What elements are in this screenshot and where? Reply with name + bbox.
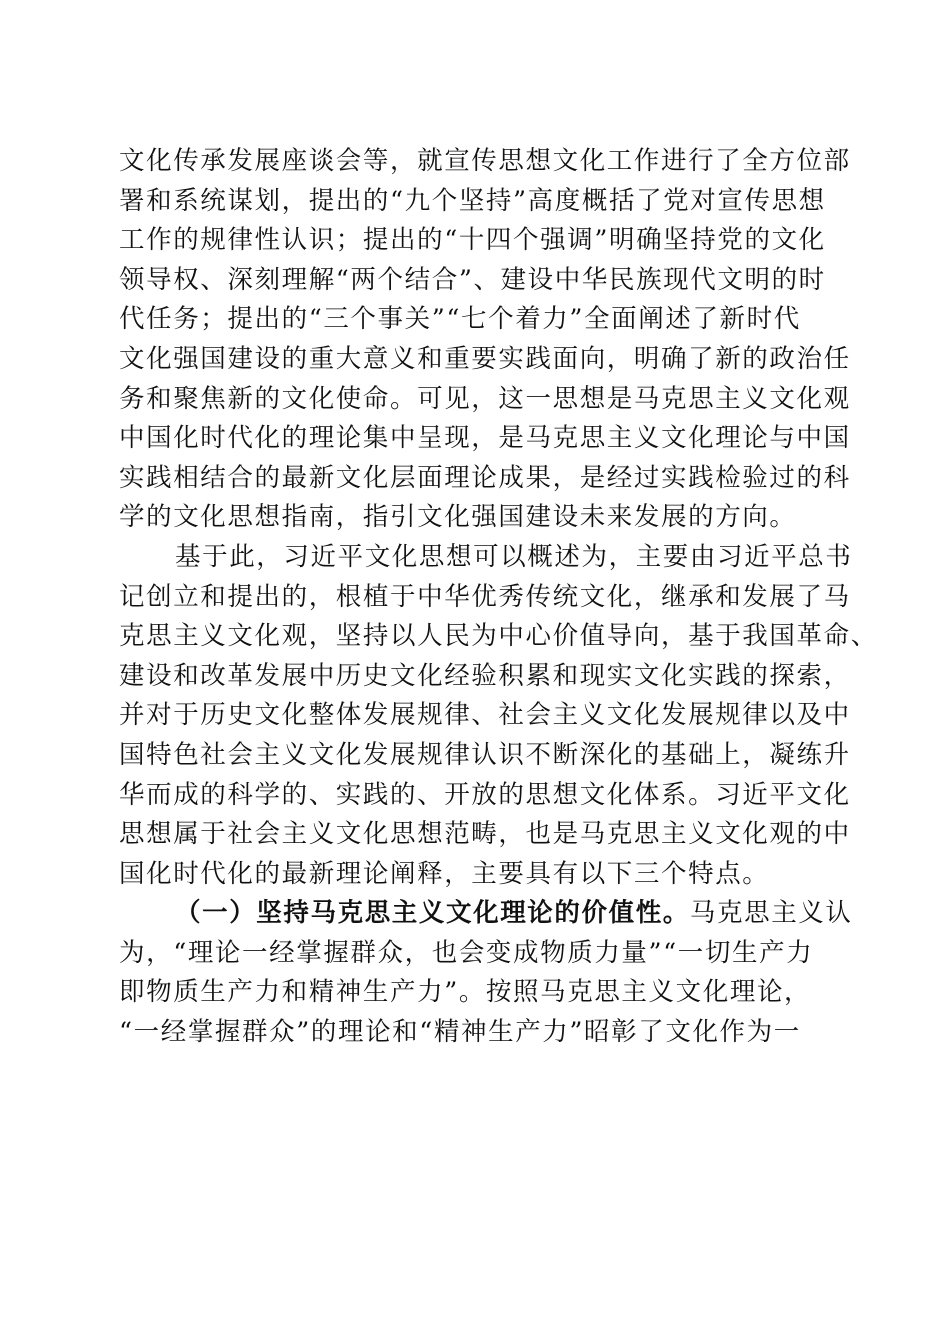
text-line: 为，“理论一经掌握群众，也会变成物质力量”“一切生产力	[119, 937, 814, 968]
text-line: 文化传承发展座谈会等，就宣传思想文化工作进行了全方位部	[119, 146, 851, 176]
text-run: 马克思主义认	[689, 898, 853, 929]
text-line	[119, 894, 853, 934]
text-line: 即物质生产力和精神生产力”。按照马克思主义文化理论，	[119, 977, 812, 1008]
section-heading: （一）坚持马克思主义文化理论的价值性。	[175, 898, 690, 929]
text-line: 文化强国建设的重大意义和重要实践面向，明确了新的政治任	[119, 343, 851, 374]
text-line: 国化时代化的最新理论阐释，主要具有以下三个特点。	[119, 858, 770, 889]
text-line: 记创立和提出的，根植于中华优秀传统文化，继承和发展了马	[119, 581, 851, 612]
text-line: 中国化时代化的理论集中呈现，是马克思主义文化理论与中国	[119, 423, 851, 454]
paragraph	[119, 142, 851, 538]
text-line: 并对于历史文化整体发展规律、社会主义文化发展规律以及中	[119, 700, 851, 731]
text-line: 思想属于社会主义文化思想范畴，也是马克思主义文化观的中	[119, 819, 851, 850]
text-line: 克思主义文化观，坚持以人民为中心价值导向，基于我国革命、	[119, 621, 878, 652]
text-line: 署和系统谋划，提出的“九个坚持”高度概括了党对宣传思想	[119, 185, 826, 216]
text-line: 建设和改革发展中历史文化经验积累和现实文化实践的探索，	[119, 660, 851, 691]
text-line: 基于此，习近平文化思想可以概述为，主要由习近平总书	[175, 541, 853, 572]
text-line: 务和聚焦新的文化使命。可见，这一思想是马克思主义文化观	[119, 383, 851, 414]
paragraph	[119, 894, 853, 1052]
paragraph	[119, 538, 878, 894]
text-line: 实践相结合的最新文化层面理论成果，是经过实践检验过的科	[119, 462, 851, 493]
text-line: 工作的规律性认识；提出的“十四个强调”明确坚持党的文化	[119, 225, 826, 256]
text-line: 国特色社会主义文化发展规律认识不断深化的基础上，凝练升	[119, 739, 851, 770]
text-line: 代任务；提出的“三个事关”“七个着力”全面阐述了新时代	[119, 304, 801, 335]
text-line: 华而成的科学的、实践的、开放的思想文化体系。习近平文化	[119, 779, 851, 810]
text-line: 学的文化思想指南，指引文化强国建设未来发展的方向。	[119, 502, 797, 533]
text-line: 领导权、深刻理解“两个结合”、建设中华民族现代文明的时	[119, 264, 826, 295]
document-body	[119, 142, 878, 1053]
text-line: “一经掌握群众”的理论和“精神生产力”昭彰了文化作为一	[119, 1017, 801, 1048]
